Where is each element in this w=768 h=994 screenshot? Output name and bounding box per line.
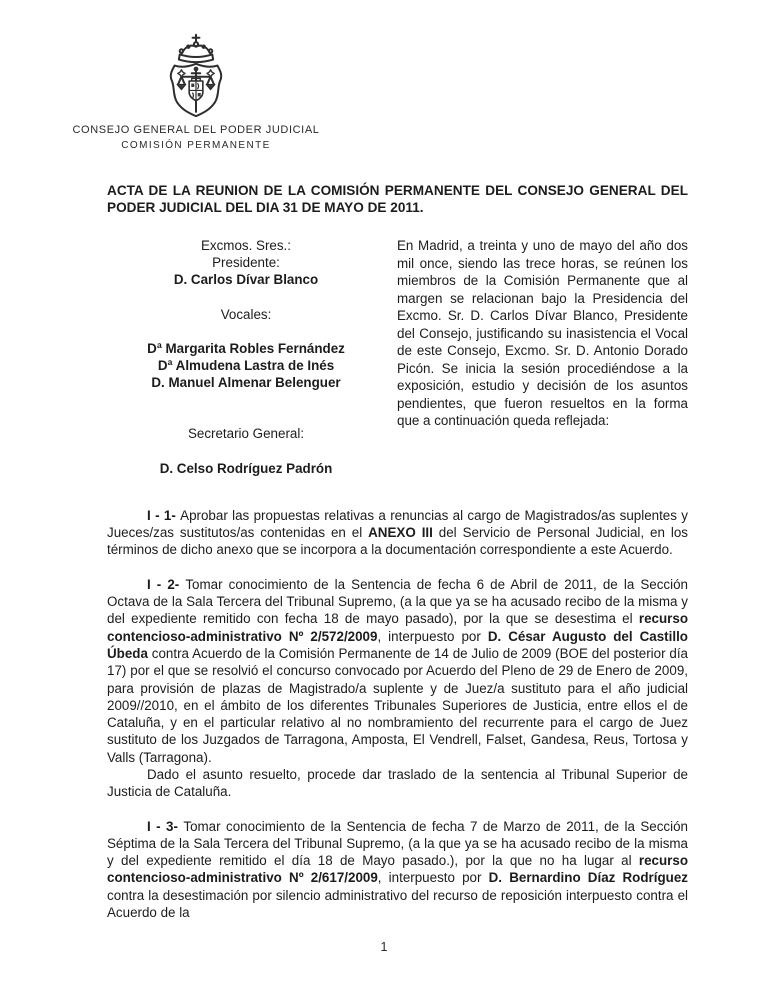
margin-section: [107, 237, 688, 477]
attendee-name: Dª Almudena Lastra de Inés: [157, 358, 335, 374]
attendee-heading: Secretario General:: [187, 426, 305, 442]
attendee-heading: Presidente:: [212, 255, 280, 271]
attendees-spacer: [107, 391, 385, 408]
page-number: 1: [380, 940, 388, 954]
document-title: ACTA DE LA REUNION DE LA COMISIÓN PERMANENTE DEL CONSEJO GENERAL DEL PODER JUDICIAL DEL DIA 31 DE MAYO DE 2011.: [107, 183, 688, 215]
body-paragraph: I - 2- Tomar conocimiento de la Sentencia de fecha 6 de Abril de 2011, de la Sección Octava de la Sala Tercera del Tribunal Supremo, (a la que ya se ha acusado recibo de la misma y del expediente remitido con fecha 18 de mayo pasado), por la que se desestima el recurso contencioso-administrativo Nº 2/572/2009, interpuesto por D. César Augusto del Castillo Úbeda contra Acuerdo de la Comisión Permanente de 14 de Julio de 2009 (BOE del posterior día 17) por el que se resolvió el concurso convocado por Acuerdo del Pleno de 29 de Enero de 2009, para provisión de plazas de Magistrado/a suplente y de Juez/a sustituto para el año judicial 2009//2010, en el ámbito de los diferentes Tribunales Superiores de Justicia, entre ellos el de Cataluña, y en el particular relativo al no nombramiento del recurrente para el cargo de Juez sustituto de los Juzgados de Tarragona, Amposta, El Vendrell, Falset, Gandesa, Reus, Tortosa y Valls (Tarragona).: [107, 576, 688, 765]
attendee-heading: Excmos. Sres.:: [200, 238, 292, 253]
body-paragraph: I - 3- Tomar conocimiento de la Sentencia de fecha 7 de Marzo de 2011, de la Sección Séptima de la Sala Tercera del Tribunal Supremo, (a la que ya se ha acusado recibo de la misma y del expediente remitido el día 18 de Mayo pasado.), por la que no ha lugar al recurso contencioso-administrativo Nº 2/617/2009, interpuesto por D. Bernardino Díaz Rodríguez contra la desestimación por silencio administrativo del recurso de reposición interpuesto contra el Acuerdo de la: [107, 818, 688, 921]
attendees-list: [107, 237, 385, 477]
attendees-spacer: [107, 289, 385, 306]
attendees-spacer: [107, 323, 385, 340]
body-paragraph: Dado el asunto resuelto, procede dar traslado de la sentencia al Tribunal Superior de Justicia de Cataluña.: [107, 766, 688, 800]
attendee-name: Dª Margarita Robles Fernández: [147, 340, 345, 356]
org-name: CONSEJO GENERAL DEL PODER JUDICIAL: [72, 124, 320, 136]
attendee-heading: Vocales:: [220, 306, 272, 322]
body-paragraphs: [107, 507, 688, 922]
letterhead: [56, 33, 336, 151]
attendee-name: D. Manuel Almenar Belenguer: [151, 375, 341, 391]
intro-paragraph: En Madrid, a treinta y uno de mayo del año dos mil once, siendo las trece horas, se reúnen los miembros de la Comisión Permanente que al margen se relacionan bajo la Presidencia del Excmo. Sr. D. Carlos Dívar Blanco, Presidente del Consejo, justificando su inasistencia el Vocal de este Consejo, Excmo. Sr. D. Antonio Dorado Picón. Se inicia la sesión procediéndose a la exposición, estudio y decisión de los asuntos pendientes, que fueron resueltos en la forma que a continuación queda reflejada:: [397, 238, 688, 428]
coat-of-arms-icon: [152, 33, 240, 117]
attendees-spacer: [107, 443, 385, 460]
attendee-name: D. Carlos Dívar Blanco: [173, 272, 319, 288]
body-paragraph: I - 1- Aprobar las propuestas relativas a renuncias al cargo de Magistrados/as suplentes y Jueces/zas sustitutos/as contenidas en el ANEXO III del Servicio de Personal Judicial, en los términos de dicho anexo que se incorpora a la documentación correspondiente a este Acuerdo.: [107, 507, 688, 558]
attendees-spacer: [107, 408, 385, 425]
attendee-name: D. Celso Rodríguez Padrón: [159, 460, 333, 476]
org-subunit: COMISIÓN PERMANENTE: [121, 140, 271, 151]
